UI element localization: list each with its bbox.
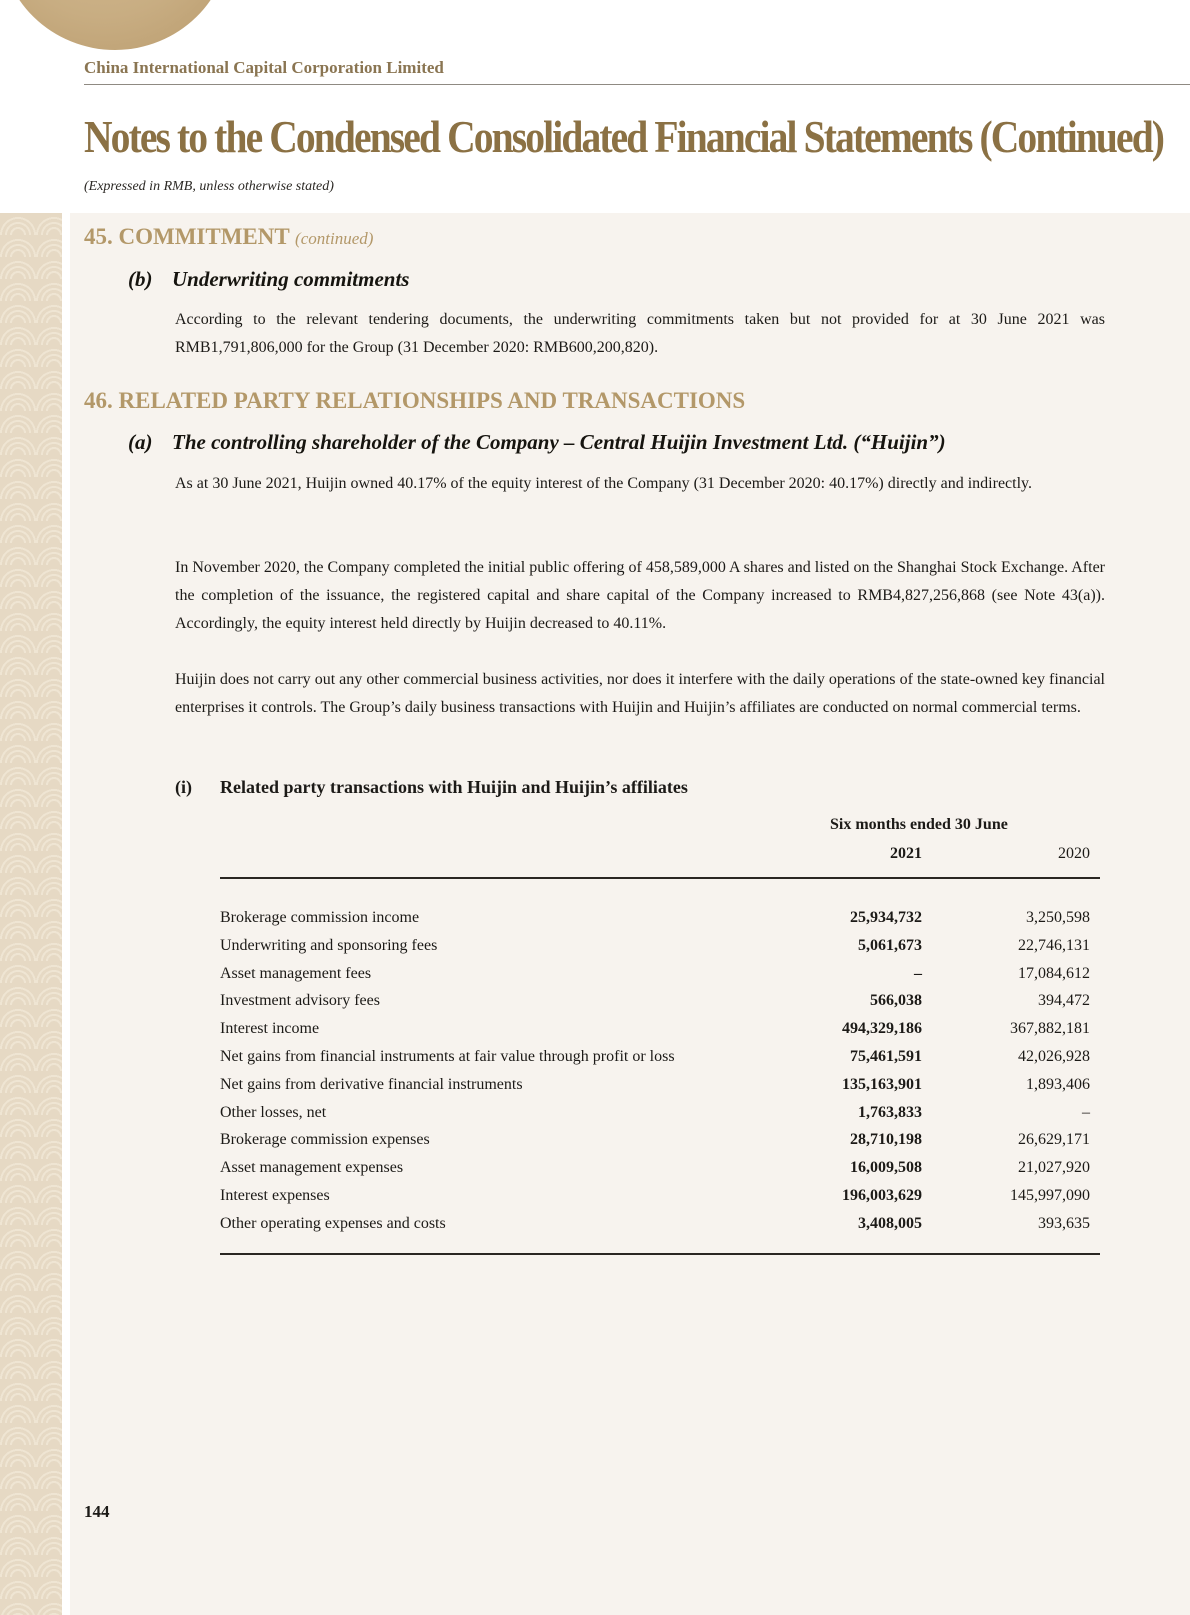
column-2020: 2020 [1058, 845, 1090, 862]
page-subtitle: (Expressed in RMB, unless otherwise stated) [84, 179, 334, 194]
continued-label: (continued) [295, 229, 374, 248]
table-row: Interest income 494,329,186 367,882,181 [220, 1020, 1090, 1038]
table-row: Other losses, net 1,763,833 – [220, 1103, 1090, 1121]
table-row: Asset management fees – 17,084,612 [220, 964, 1090, 982]
subsection-b-heading [128, 267, 409, 292]
subsection-a-heading [128, 430, 946, 455]
page-title: Notes to the Condensed Consolidated Financial Statements (Continued) [84, 111, 1164, 162]
section-45-heading [84, 224, 373, 250]
decorative-wave-band [0, 213, 62, 1615]
table-row: Brokerage commission expenses 28,710,198 26,629,171 [220, 1131, 1090, 1149]
table-row: Net gains from derivative financial instruments 135,163,901 1,893,406 [220, 1075, 1090, 1093]
header-divider [84, 84, 1190, 85]
subsection-b-title: Underwriting commitments [172, 267, 410, 291]
company-name: China International Capital Corporation Limited [84, 58, 444, 77]
transactions-table [220, 909, 1100, 1243]
subsection-i-label: (i) [175, 777, 192, 797]
paragraph-1: As at 30 June 2021, Huijin owned 40.17% of the equity interest of the Company (31 December 2020: 40.17%) directly and indirectly. [175, 475, 1032, 492]
paragraph-3: Huijin does not carry out any other commercial business activities, nor does it interfere with the daily operations of the state-owned key financial enterprises it controls. The Group’s daily business transactions with Huijin and Huijin’s affiliates are conducted on normal commercial terms. [175, 671, 1105, 716]
section-45-title: 45. COMMITMENT [84, 224, 290, 249]
page-number: 144 [84, 1502, 110, 1521]
table-row: Investment advisory fees 566,038 394,472 [220, 992, 1090, 1010]
subsection-a-label: (a) [128, 430, 153, 454]
section-46-heading: 46. RELATED PARTY RELATIONSHIPS AND TRANSACTIONS [84, 388, 746, 413]
table-row: Asset management expenses 16,009,508 21,027,920 [220, 1159, 1090, 1177]
table-row: Underwriting and sponsoring fees 5,061,673 22,746,131 [220, 936, 1090, 954]
table-period-header: Six months ended 30 June [830, 816, 1008, 833]
underwriting-paragraph: According to the relevant tendering documents, the underwriting commitments taken but not provided for at 30 June 2021 was RMB1,791,806,000 for the Group (31 December 2020: RMB600,200,820). [175, 311, 1105, 356]
subsection-a-title: The controlling shareholder of the Company – Central Huijin Investment Ltd. (“Huijin”) [172, 430, 946, 454]
subsection-i-title: Related party transactions with Huijin and Huijin’s affiliates [220, 777, 688, 797]
table-header-rule [220, 877, 1100, 879]
subsection-b-label: (b) [128, 267, 153, 291]
table-row: Net gains from financial instruments at fair value through profit or loss 75,461,591 42,026,928 [220, 1047, 1090, 1065]
table-row: Brokerage commission income 25,934,732 3,250,598 [220, 909, 1090, 926]
subsection-i-heading [175, 777, 688, 798]
column-2021: 2021 [890, 845, 922, 862]
paragraph-2: In November 2020, the Company completed the initial public offering of 458,589,000 A shares and listed on the Shanghai Stock Exchange. After the completion of the issuance, the registered capital and share capital of the Company increased to RMB4,827,256,868 (see Note 43(a)). Accordingly, the equity interest held directly by Huijin decreased to 40.11%. [175, 559, 1105, 632]
table-row: Interest expenses 196,003,629 145,997,090 [220, 1186, 1090, 1204]
table-bottom-rule [220, 1253, 1100, 1255]
decorative-medallion [0, 0, 230, 50]
table-row: Other operating expenses and costs 3,408,005 393,635 [220, 1214, 1090, 1232]
